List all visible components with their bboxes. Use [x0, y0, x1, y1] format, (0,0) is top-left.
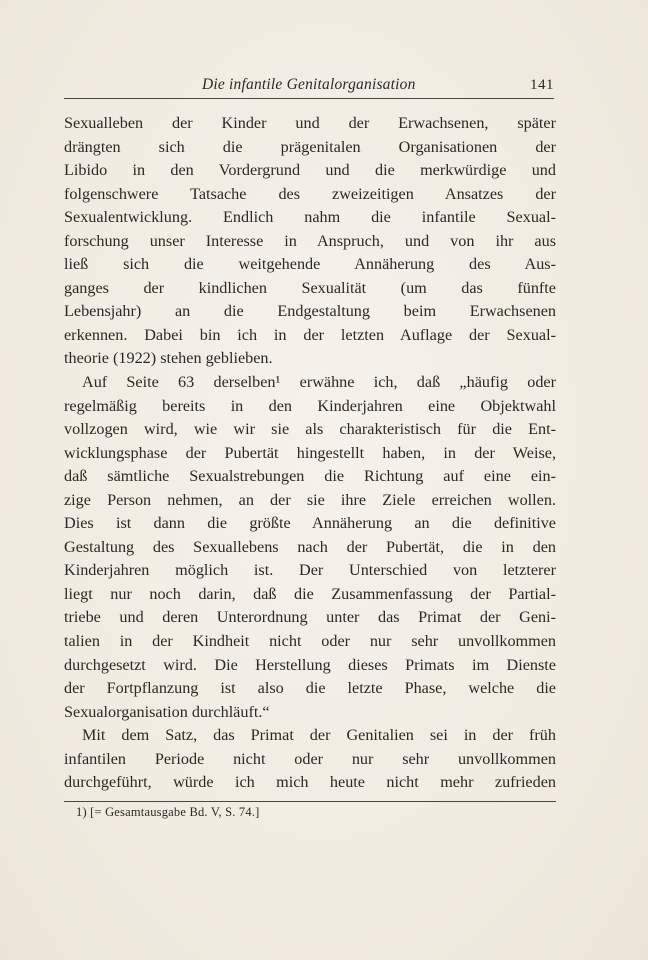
text-line: Lebensjahr) an die Endgestaltung beim Erwachsenen [64, 302, 556, 321]
footnote-divider [64, 801, 556, 802]
text-line: drängten sich die prägenitalen Organisationen der [64, 137, 556, 156]
text-line: folgenschwere Tatsache des zweizeitigen Ansatzes der [64, 184, 556, 203]
text-line: infantilen Periode nicht oder nur sehr unvollkommen [64, 749, 556, 768]
text-line: liegt nur noch darin, daß die Zusammenfassung der Partial- [64, 584, 556, 603]
text-line: Sexualorganisation durchläuft.“ [64, 702, 270, 721]
footnote: 1) [= Gesamtausgabe Bd. V, S. 74.] [76, 805, 260, 819]
text-line: Auf Seite 63 derselben¹ erwähne ich, daß „häufig oder [82, 373, 556, 392]
text-line: Mit dem Satz, das Primat der Genitalien sei in der früh [82, 726, 556, 745]
text-line: regelmäßig bereits in den Kinderjahren eine Objektwahl [64, 396, 556, 415]
text-line: talien in der Kindheit nicht oder nur sehr unvollkommen [64, 632, 556, 651]
text-line: erkennen. Dabei bin ich in der letzten Auflage der Sexual- [64, 325, 556, 344]
text-line: forschung unser Interesse in Anspruch, und von ihr aus [64, 231, 556, 250]
text-line: triebe und deren Unterordnung unter das Primat der Geni- [64, 608, 556, 627]
text-line: der Fortpflanzung ist also die letzte Phase, welche die [64, 679, 556, 698]
text-line: Sexualleben der Kinder und der Erwachsenen, später [64, 114, 556, 132]
text-line: Dies ist dann die größte Annäherung an die definitive [64, 514, 556, 533]
text-line: ließ sich die weitgehende Annäherung des Aus- [64, 255, 556, 274]
text-line: daß sämtliche Sexualstrebungen die Richtung auf eine ein- [64, 467, 556, 486]
text-line: vollzogen wird, wie wir sie als charakteristisch für die Ent- [64, 420, 556, 439]
text-line: theorie (1922) stehen geblieben. [64, 349, 273, 368]
text-line: durchgesetzt wird. Die Herstellung dieses Primats im Dienste [64, 655, 556, 674]
text-line: ganges der kindlichen Sexualität (um das fünfte [64, 278, 556, 297]
text-line: zige Person nehmen, an der sie ihre Ziele erreichen wollen. [64, 490, 556, 509]
running-header [64, 74, 554, 99]
text-line: Sexualentwicklung. Endlich nahm die infantile Sexual- [64, 208, 556, 227]
text-line: Kinderjahren möglich ist. Der Unterschied von letzterer [64, 561, 556, 580]
body-text [64, 112, 556, 795]
running-title: Die infantile Genitalorganisation [202, 76, 416, 93]
text-line: Libido in den Vordergrund und die merkwürdige und [64, 161, 556, 180]
text-line: durchgeführt, würde ich mich heute nicht mehr zufrieden [64, 773, 556, 792]
page-number: 141 [530, 77, 554, 93]
text-line: Gestaltung des Sexuallebens nach der Pubertät, die in den [64, 537, 556, 556]
text-line: wicklungsphase der Pubertät hingestellt haben, in der Weise, [64, 443, 556, 462]
